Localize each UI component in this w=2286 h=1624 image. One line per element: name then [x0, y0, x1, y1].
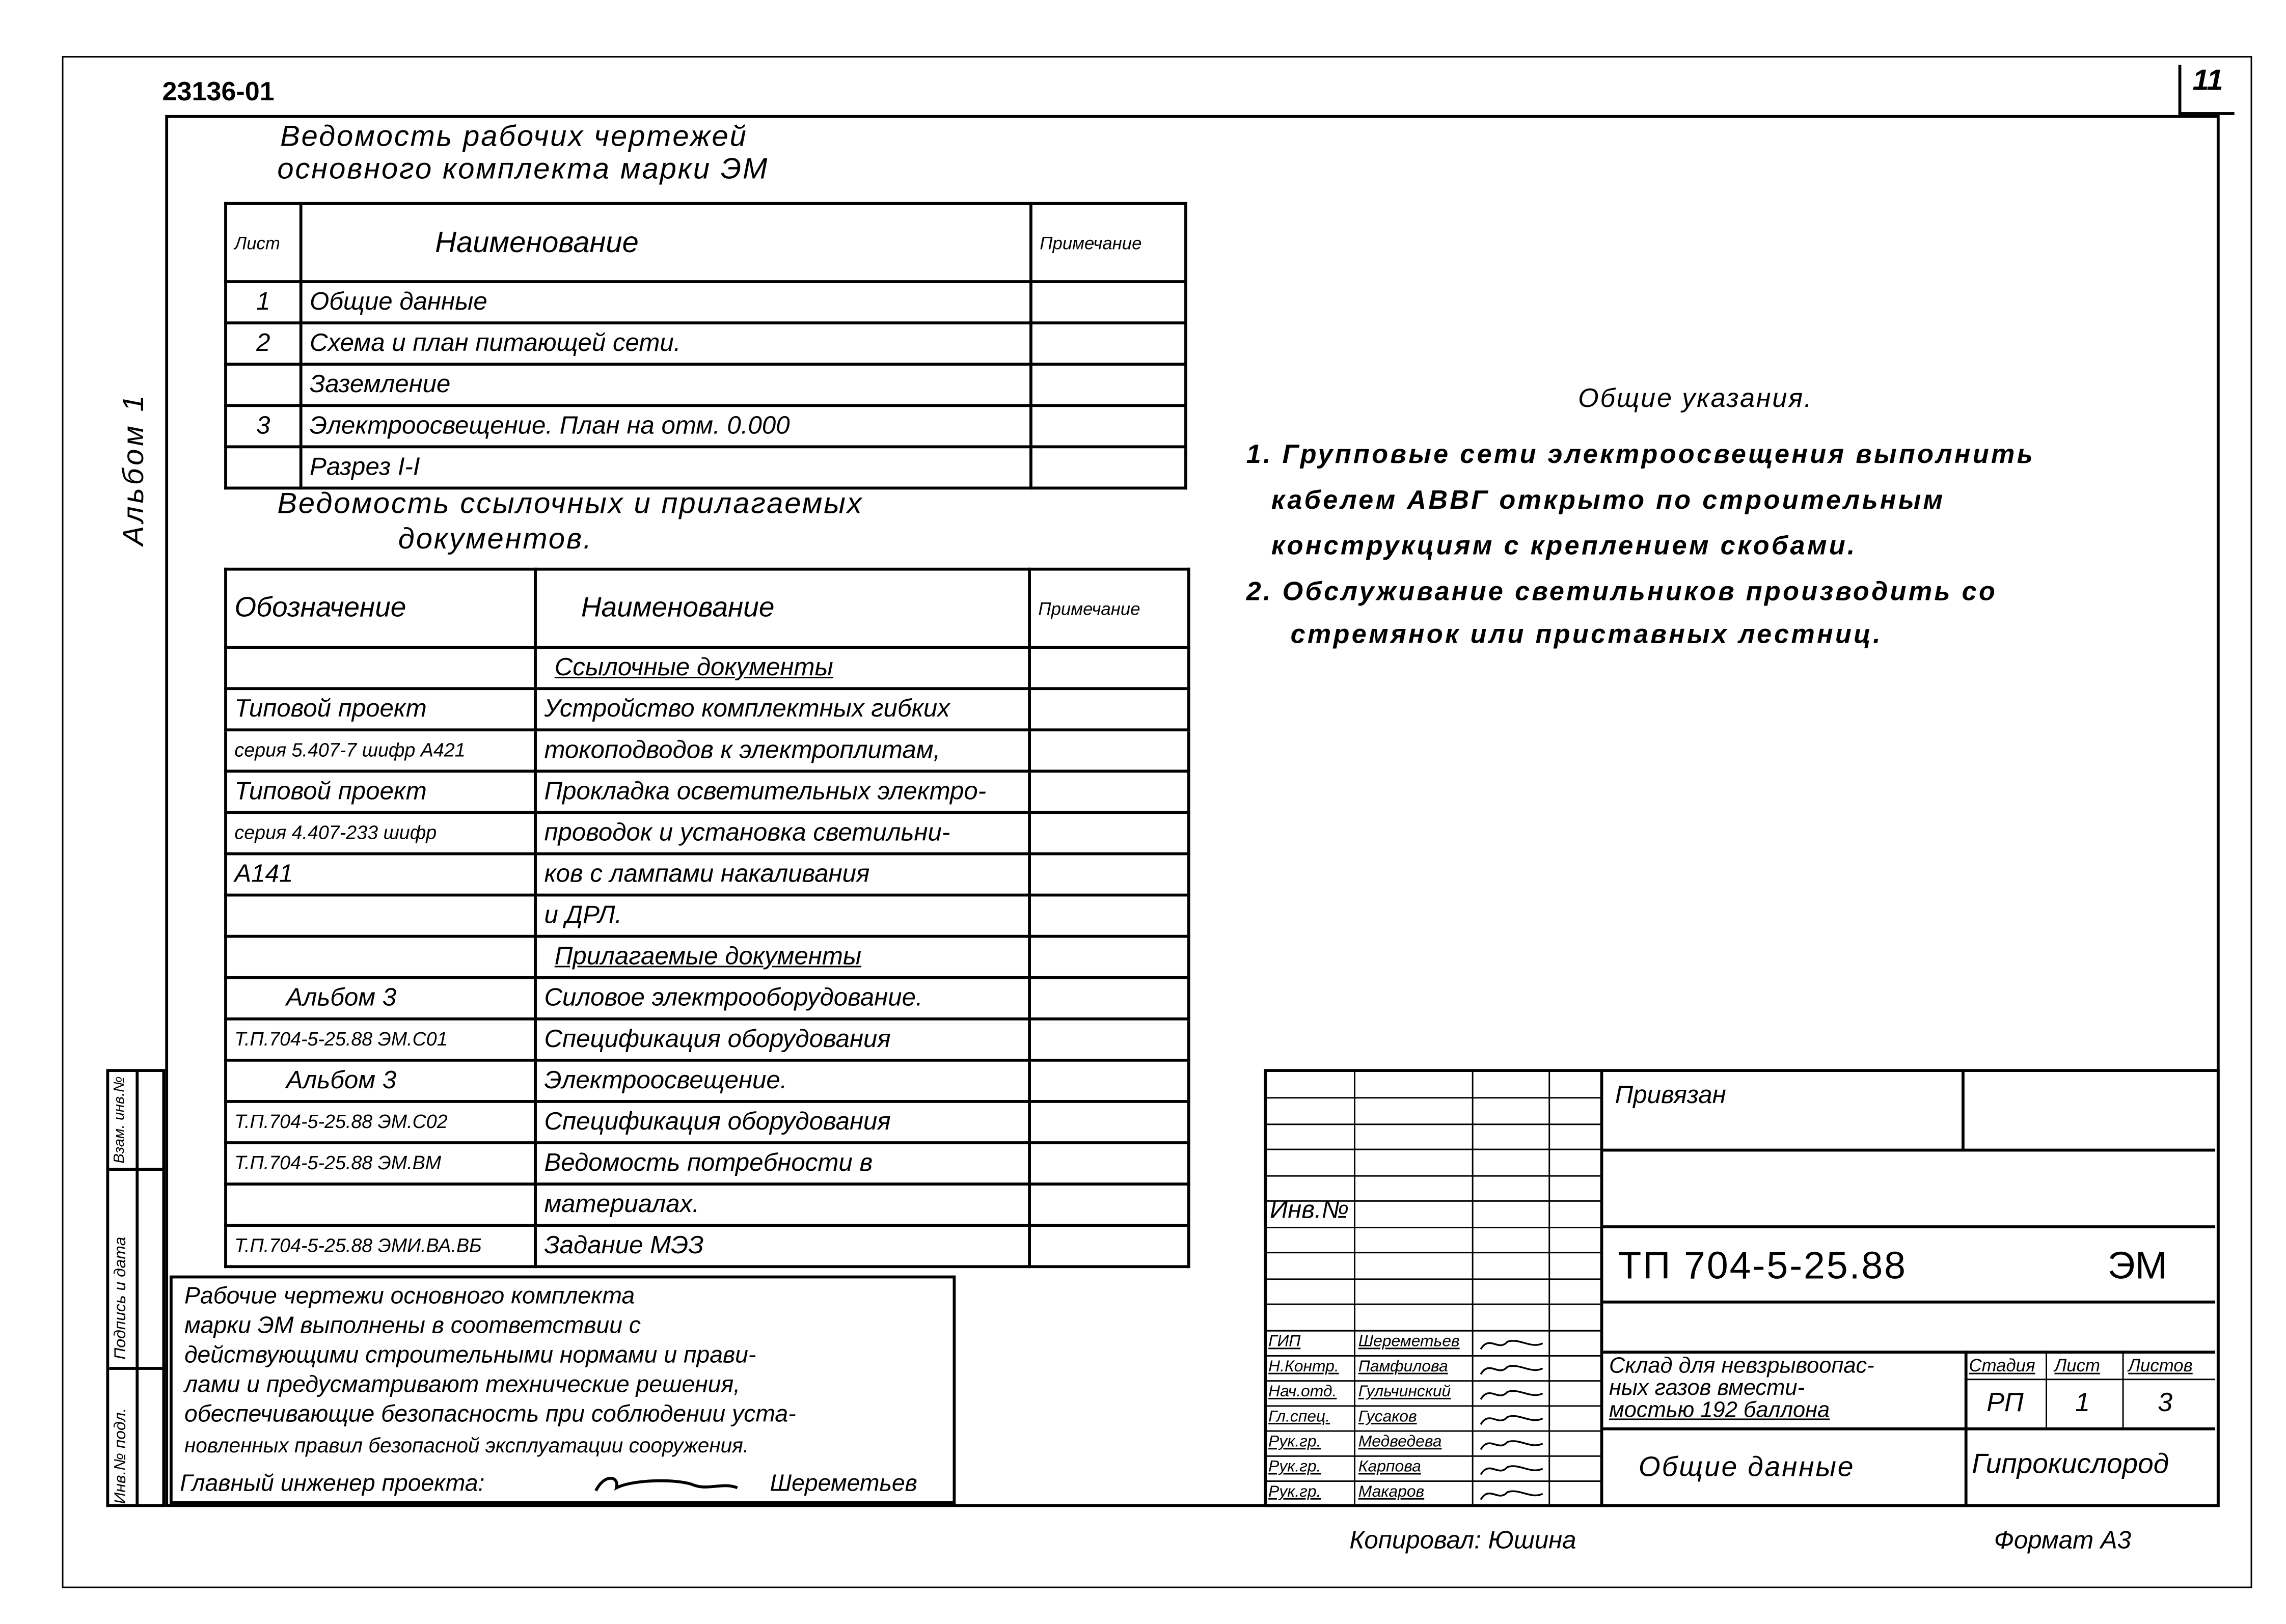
statement-line: действующими строительными нормами и прави-	[184, 1343, 756, 1369]
sheet-number-box	[2179, 65, 2235, 115]
role: Н.Контр.	[1268, 1358, 1339, 1376]
code-cell: серия 5.407-7 шифр А421	[226, 730, 535, 771]
col-header-note: Примечание	[1031, 204, 1186, 282]
general-notes	[1246, 432, 2035, 653]
signature-row	[1267, 1380, 1600, 1407]
attached-label: Привязан	[1615, 1081, 1726, 1109]
chief-engineer-label: Главный инженер проекта:	[180, 1471, 485, 1497]
sheet-value: 1	[2075, 1387, 2090, 1417]
name-cell: и ДРЛ.	[535, 895, 1029, 937]
sheets-header: Листов	[2128, 1355, 2193, 1376]
paper-format: Формат А3	[1994, 1526, 2132, 1554]
note-cell	[1031, 282, 1186, 323]
signature-icon	[590, 1470, 752, 1500]
sheet-cell: 1	[226, 282, 301, 323]
name-cell: Электроосвещение.	[535, 1060, 1029, 1102]
side-stamp	[106, 1069, 165, 1507]
note-cell	[1031, 364, 1186, 405]
title-block	[1264, 1069, 2219, 1507]
grid-line	[1267, 1175, 1600, 1177]
table-row	[226, 447, 1186, 488]
code-cell	[226, 1184, 535, 1225]
note-line: стремянок или приставных лестниц.	[1290, 619, 1883, 649]
code-cell: Типовой проект	[226, 689, 535, 730]
sheet-cell: 2	[226, 323, 301, 364]
name-cell: Силовое электрооборудование.	[535, 978, 1029, 1019]
table-row	[226, 937, 1189, 978]
note-line: 1. Групповые сети электроосвещения выполнить	[1246, 439, 2035, 469]
note-cell	[1029, 730, 1189, 771]
name-cell: Схема и план питающей сети.	[301, 323, 1031, 364]
name-cell: Спецификация оборудования	[535, 1102, 1029, 1143]
note-cell	[1031, 405, 1186, 447]
code-cell: Т.П.704-5-25.88 ЭМ.С02	[226, 1102, 535, 1143]
table-row	[226, 978, 1189, 1019]
compliance-statement-box	[170, 1276, 956, 1504]
code-cell	[226, 647, 535, 689]
sheet-cell	[226, 364, 301, 405]
col-header-code: Обозначение	[226, 569, 535, 647]
object-name-line: ных газов вмести-	[1609, 1375, 1805, 1401]
table-row	[226, 647, 1189, 689]
signer-name: Карпова	[1358, 1458, 1421, 1476]
sheet-number: 11	[2192, 65, 2223, 98]
role: Рук.гр.	[1268, 1433, 1321, 1451]
signature-row	[1267, 1455, 1600, 1482]
stage-value: РП	[1986, 1387, 2024, 1417]
grid-line	[1267, 1149, 1600, 1150]
grid-line	[1267, 1123, 1600, 1125]
col-header-note: Примечание	[1029, 569, 1189, 647]
name-cell: ков с лампами накаливания	[535, 854, 1029, 895]
table-row	[226, 1060, 1189, 1102]
table-row	[226, 730, 1189, 771]
table-row	[226, 1019, 1189, 1060]
note-cell	[1029, 771, 1189, 812]
grid-line	[1267, 1227, 1600, 1228]
role: Рук.гр.	[1268, 1483, 1321, 1501]
signer-name: Гульчинский	[1358, 1383, 1451, 1401]
docs-list-title-1: Ведомость ссылочных и прилагаемых	[277, 488, 863, 521]
album-label: Альбом 1	[118, 392, 151, 546]
name-cell: материалах.	[535, 1184, 1029, 1225]
table-row	[226, 1143, 1189, 1184]
code-cell: Т.П.704-5-25.88 ЭМИ.ВА.ВБ	[226, 1225, 535, 1267]
col-header-name: Наименование	[301, 204, 1031, 282]
signature-icon	[1478, 1334, 1545, 1354]
designation: ТП 704-5-25.88	[1618, 1243, 1907, 1287]
signature-row	[1267, 1480, 1600, 1507]
note-line: кабелем АВВГ открыто по строительным	[1271, 485, 1945, 515]
code-cell: Т.П.704-5-25.88 ЭМ.С01	[226, 1019, 535, 1060]
name-cell: Разрез I-I	[301, 447, 1031, 488]
note-cell	[1029, 1102, 1189, 1143]
note-cell	[1029, 812, 1189, 854]
signature-row	[1267, 1405, 1600, 1432]
signature-icon	[1478, 1485, 1545, 1504]
grid-line	[1267, 1252, 1600, 1253]
docs-table	[224, 568, 1190, 1268]
table-row	[226, 323, 1186, 364]
signature-row	[1267, 1430, 1600, 1457]
role: Гл.спец.	[1268, 1408, 1330, 1426]
name-cell: Спецификация оборудования	[535, 1019, 1029, 1060]
table-row	[226, 364, 1186, 405]
code-cell	[226, 937, 535, 978]
name-cell: Задание МЭЗ	[535, 1225, 1029, 1267]
role: Рук.гр.	[1268, 1458, 1321, 1476]
note-cell	[1029, 978, 1189, 1019]
drawings-list-title-1: Ведомость рабочих чертежей	[280, 121, 748, 154]
inv-number-label: Инв.№	[1270, 1196, 1349, 1224]
name-cell: Общие данные	[301, 282, 1031, 323]
signature-icon	[1478, 1435, 1545, 1454]
table-row	[226, 854, 1189, 895]
signer-name: Макаров	[1358, 1483, 1425, 1501]
note-cell	[1029, 1143, 1189, 1184]
table-row	[226, 405, 1186, 447]
sheet-title: Общие данные	[1638, 1452, 1855, 1483]
sheets-value: 3	[2158, 1387, 2173, 1417]
code-cell: Альбом 3	[226, 978, 535, 1019]
sheet-cell	[226, 447, 301, 488]
organization: Гипрокислород	[1972, 1449, 2169, 1481]
signature-date-label: Подпись и дата	[112, 1236, 130, 1360]
code-cell: А141	[226, 854, 535, 895]
grid-line	[1267, 1278, 1600, 1280]
signer-name: Медведева	[1358, 1433, 1442, 1451]
signature-icon	[1478, 1385, 1545, 1404]
code-cell: Альбом 3	[226, 1060, 535, 1102]
doc-code: 23136-01	[162, 76, 275, 106]
role: ГИП	[1268, 1333, 1301, 1351]
statement-line: новленных правил безопасной эксплуатации сооружения.	[184, 1433, 749, 1457]
signature-row	[1267, 1355, 1600, 1382]
note-cell	[1029, 1184, 1189, 1225]
table-row	[226, 1102, 1189, 1143]
note-cell	[1029, 1225, 1189, 1267]
drawings-table	[224, 202, 1187, 490]
signature-icon	[1478, 1410, 1545, 1429]
copied-by: Копировал: Юшина	[1349, 1526, 1576, 1554]
code-cell: Типовой проект	[226, 771, 535, 812]
note-cell	[1029, 1019, 1189, 1060]
replaced-inv-label: Взам. инв.№	[112, 1076, 128, 1164]
note-cell	[1029, 1060, 1189, 1102]
note-line: 2. Обслуживание светильников производить со	[1246, 576, 1998, 607]
grid-line	[1267, 1304, 1600, 1305]
col-header-name: Наименование	[535, 569, 1029, 647]
signer-name: Памфилова	[1358, 1358, 1448, 1376]
name-cell: проводок и установка светильни-	[535, 812, 1029, 854]
mark: ЭМ	[2107, 1243, 2167, 1287]
name-cell: Электроосвещение. План на отм. 0.000	[301, 405, 1031, 447]
docs-list-title-2: документов.	[398, 523, 593, 556]
table-row	[226, 895, 1189, 937]
col-header-sheet: Лист	[226, 204, 301, 282]
statement-line: марки ЭМ выполнены в соответствии с	[184, 1313, 641, 1339]
table-row	[226, 282, 1186, 323]
name-cell: Прилагаемые документы	[535, 937, 1029, 978]
signature-row	[1267, 1330, 1600, 1357]
note-cell	[1029, 895, 1189, 937]
table-row	[226, 812, 1189, 854]
drawings-list-title-2: основного комплекта марки ЭМ	[277, 153, 769, 186]
signature-icon	[1478, 1460, 1545, 1479]
statement-line: лами и предусматривают технические решения,	[184, 1372, 741, 1398]
stage-header: Стадия	[1969, 1355, 2035, 1376]
note-cell	[1029, 854, 1189, 895]
chief-engineer-name: Шереметьев	[770, 1471, 917, 1497]
signer-name: Гусаков	[1358, 1408, 1417, 1426]
name-cell: Устройство комплектных гибких	[535, 689, 1029, 730]
table-row	[226, 771, 1189, 812]
table-row	[226, 689, 1189, 730]
role: Нач.отд.	[1268, 1383, 1337, 1401]
note-cell	[1029, 647, 1189, 689]
note-cell	[1029, 689, 1189, 730]
signature-icon	[1478, 1360, 1545, 1379]
name-cell: Заземление	[301, 364, 1031, 405]
sheet-header: Лист	[2054, 1355, 2100, 1376]
object-name-line: мостью 192 баллона	[1609, 1397, 1830, 1423]
statement-line: Рабочие чертежи основного комплекта	[184, 1284, 635, 1310]
statement-line: обеспечивающие безопасность при соблюдении уста-	[184, 1402, 796, 1427]
code-cell	[226, 895, 535, 937]
note-cell	[1031, 447, 1186, 488]
name-cell: Ведомость потребности в	[535, 1143, 1029, 1184]
note-cell	[1029, 937, 1189, 978]
table-row	[226, 1184, 1189, 1225]
table-row	[226, 1225, 1189, 1267]
sheet-cell: 3	[226, 405, 301, 447]
name-cell: токоподводов к электроплитам,	[535, 730, 1029, 771]
grid-line	[1267, 1097, 1600, 1098]
name-cell: Прокладка осветительных электро-	[535, 771, 1029, 812]
code-cell: Т.П.704-5-25.88 ЭМ.ВМ	[226, 1143, 535, 1184]
general-notes-title: Общие указания.	[1578, 383, 1813, 413]
inv-original-label: Инв.№ подл.	[112, 1408, 130, 1504]
note-cell	[1031, 323, 1186, 364]
name-cell: Ссылочные документы	[535, 647, 1029, 689]
signer-name: Шереметьев	[1358, 1333, 1460, 1351]
code-cell: серия 4.407-233 шифр	[226, 812, 535, 854]
note-line: конструкциям с креплением скобами.	[1271, 531, 1857, 561]
object-name	[1609, 1355, 1874, 1421]
object-name-line: Склад для невзрывоопас-	[1609, 1354, 1874, 1379]
